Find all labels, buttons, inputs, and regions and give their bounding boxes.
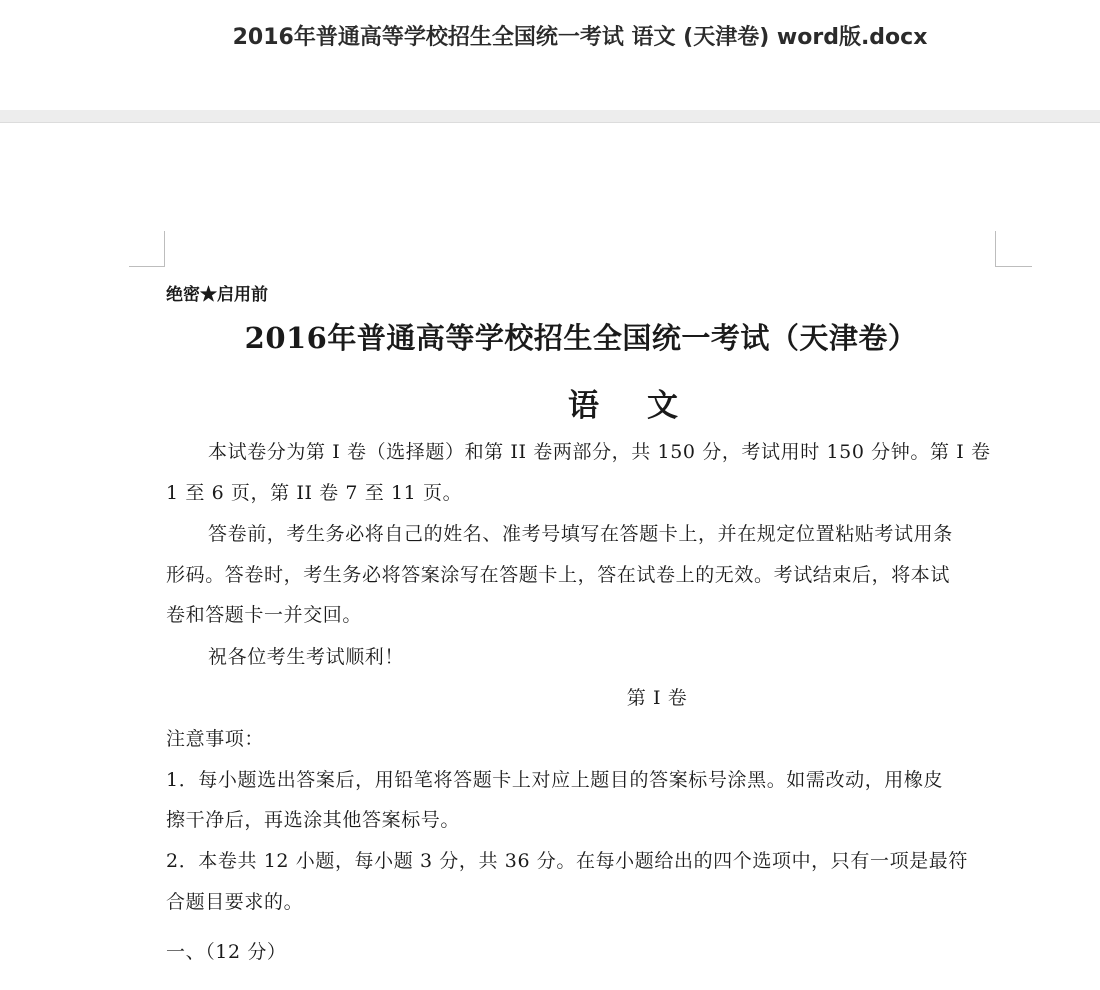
section-number: 一、（12 分）	[166, 941, 287, 963]
notice-heading: 注意事项：	[166, 728, 265, 750]
paragraph-line: 合题目要求的。	[166, 891, 304, 913]
paragraph-line: 擦干净后，再选涂其他答案标号。	[166, 809, 461, 831]
paragraph-line: 2．本卷共 12 小题，每小题 3 分，共 36 分。在每小题给出的四个选项中，只有一项是最符	[166, 850, 968, 872]
subject-heading	[166, 380, 1080, 425]
exam-title: 2016年普通高等学校招生全国统一考试（天津卷）	[244, 321, 918, 355]
paragraph-line: 卷和答题卡一并交回。	[166, 604, 363, 626]
document-title: 2016年普通高等学校招生全国统一考试 语文 (天津卷) word版.docx	[232, 25, 928, 50]
paragraph-line: 答卷前，考生务必将自己的姓名、准考号填写在答题卡上，并在规定位置粘贴考试用条	[208, 523, 953, 545]
paragraph-line: 形码。答卷时，考生务必将答案涂写在答题卡上，答在试卷上的无效。考试结束后，将本试	[166, 564, 951, 586]
section-heading: 第 I 卷	[626, 687, 688, 709]
paragraph-line: 祝各位考生考试顺利！	[208, 646, 405, 668]
paragraph-line: 1 至 6 页，第 II 卷 7 至 11 页。	[166, 482, 463, 504]
page-separator	[0, 110, 1100, 122]
margin-mark-left	[164, 231, 165, 266]
paragraph-line: 本试卷分为第 I 卷（选择题）和第 II 卷两部分，共 150 分，考试用时 150 分钟。第 I 卷	[208, 441, 991, 463]
paragraph-line: 1．每小题选出答案后，用铅笔将答题卡上对应上题目的答案标号涂黑。如需改动，用橡皮	[166, 769, 944, 791]
subject-char-1: 语	[568, 388, 599, 424]
margin-mark-left-h	[129, 266, 165, 267]
secret-mark: 绝密★启用前	[166, 285, 268, 305]
title-bar	[0, 0, 1100, 110]
subject-char-2: 文	[647, 388, 678, 424]
margin-mark-right-h	[995, 266, 1032, 267]
margin-mark-right	[995, 231, 996, 266]
